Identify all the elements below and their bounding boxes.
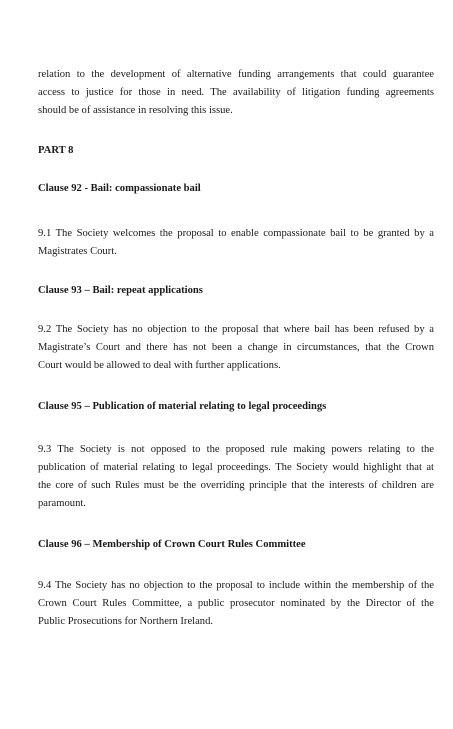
paragraph-line: access to justice for those in need. The availability of litigation funding agreements bbox=[38, 87, 434, 98]
intro-paragraph bbox=[38, 66, 434, 120]
paragraph-line: Magistrates Court. bbox=[38, 246, 117, 257]
paragraph-line: Court would be allowed to deal with further applications. bbox=[38, 360, 281, 371]
clause-heading: Clause 95 – Publication of material relating to legal proceedings bbox=[38, 401, 327, 412]
paragraph-line: 9.2 The Society has no objection to the proposal that where bail has been refused by a bbox=[38, 324, 434, 335]
paragraph-line: Public Prosecutions for Northern Ireland. bbox=[38, 616, 214, 627]
clause-heading: Clause 93 – Bail: repeat applications bbox=[38, 285, 203, 296]
paragraph-line: the core of such Rules must be the overriding principle that the interests of children are bbox=[38, 480, 434, 491]
paragraph-line: 9.4 The Society has no objection to the proposal to include within the membership of the bbox=[38, 580, 434, 591]
clause-heading: Clause 96 – Membership of Crown Court Rules Committee bbox=[38, 539, 306, 550]
clause-paragraph bbox=[38, 225, 434, 261]
clause-paragraph bbox=[38, 441, 434, 513]
clause-paragraph bbox=[38, 577, 434, 631]
paragraph-line: Crown Court Rules Committee, a public prosecutor nominated by the Director of the bbox=[38, 598, 434, 609]
clause-paragraph bbox=[38, 321, 434, 375]
paragraph-line: should be of assistance in resolving this issue. bbox=[38, 105, 233, 116]
paragraph-line: publication of material relating to legal proceedings. The Society would highlight that at bbox=[38, 462, 434, 473]
paragraph-line: 9.3 The Society is not opposed to the proposed rule making powers relating to the bbox=[38, 444, 434, 455]
clause-heading: Clause 92 - Bail: compassionate bail bbox=[38, 183, 201, 194]
part-heading: PART 8 bbox=[38, 145, 74, 156]
paragraph-line: 9.1 The Society welcomes the proposal to enable compassionate bail to be granted by a bbox=[38, 228, 434, 239]
paragraph-line: relation to the development of alternative funding arrangements that could guarantee bbox=[38, 69, 434, 80]
paragraph-line: Magistrate’s Court and there has not been a change in circumstances, that the Crown bbox=[38, 342, 434, 353]
paragraph-line: paramount. bbox=[38, 498, 86, 509]
